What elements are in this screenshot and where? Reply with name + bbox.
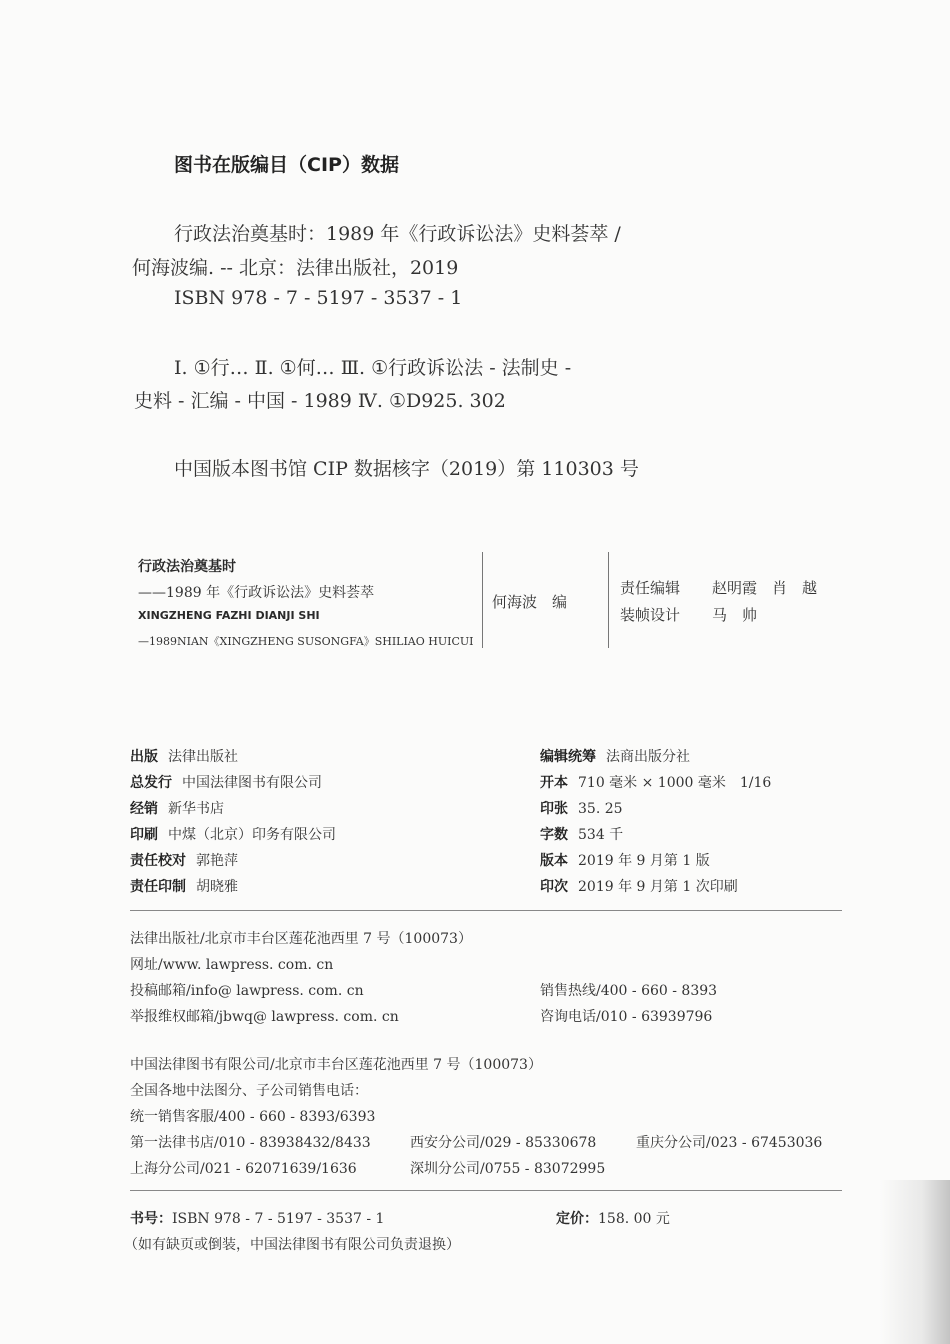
cip-record-number: 中国版本图书馆 CIP 数据核字（2019）第 110303 号 xyxy=(174,458,639,480)
info-row xyxy=(130,876,238,896)
info-row xyxy=(130,746,238,766)
isbn-value: ISBN 978 - 7 - 5197 - 3537 - 1 xyxy=(172,1211,385,1227)
info-label: 责任印制 xyxy=(130,879,186,895)
isbn-label: 书号： xyxy=(130,1211,172,1227)
publisher-address: 法律出版社/北京市丰台区莲花池西里 7 号（100073） xyxy=(130,931,472,947)
cip-subject-line-2: 史料 - 汇编 - 中国 - 1989 Ⅳ. ①D925. 302 xyxy=(134,390,506,412)
report-email: 举报维权邮箱/jbwq@ lawpress. com. cn xyxy=(130,1009,399,1025)
branch-chongqing: 重庆分公司/023 - 67453036 xyxy=(636,1135,823,1151)
info-value: 郭艳萍 xyxy=(196,853,238,869)
price-value: 158. 00 元 xyxy=(598,1211,670,1227)
info-value: 法商出版分社 xyxy=(606,749,690,765)
divider-vertical-2 xyxy=(608,552,609,648)
page-edge-shadow xyxy=(880,1180,950,1344)
info-row xyxy=(130,798,224,818)
branch-shanghai: 上海分公司/021 - 62071639/1636 xyxy=(130,1161,357,1177)
info-label: 开本 xyxy=(540,775,568,791)
editor-names: 赵明霞 肖 越 xyxy=(712,579,818,597)
info-value: 2019 年 9 月第 1 版 xyxy=(578,853,710,869)
info-row xyxy=(540,876,738,896)
cip-subject-line: Ⅰ. ①行… Ⅱ. ①何… Ⅲ. ①行政诉讼法 - 法制史 - xyxy=(174,357,572,379)
info-value: 534 千 xyxy=(578,827,624,843)
info-label: 出版 xyxy=(130,749,158,765)
info-row xyxy=(540,850,710,870)
distributor-address: 中国法律图书有限公司/北京市丰台区莲花池西里 7 号（100073） xyxy=(130,1057,542,1073)
author-credit: 何海波 编 xyxy=(492,593,568,611)
divider-2 xyxy=(130,1190,842,1191)
book-subtitle-pinyin: —1989NIAN《XINGZHENG SUSONGFA》SHILIAO HUICUI xyxy=(138,635,474,648)
info-row xyxy=(130,824,336,844)
info-value: 新华书店 xyxy=(168,801,224,817)
divider-vertical-1 xyxy=(482,552,483,648)
return-notice: （如有缺页或倒装，中国法律图书有限公司负责退换） xyxy=(124,1237,460,1253)
info-label: 总发行 xyxy=(130,775,172,791)
cip-author-line: 何海波编. -- 北京：法律出版社，2019 xyxy=(132,257,459,279)
info-label: 印刷 xyxy=(130,827,158,843)
info-value: 法律出版社 xyxy=(168,749,238,765)
info-row xyxy=(540,772,771,792)
info-row xyxy=(540,746,690,766)
info-label: 印次 xyxy=(540,879,568,895)
publisher-website: 网址/www. lawpress. com. cn xyxy=(130,957,334,973)
branch-first-bookstore: 第一法律书店/010 - 83938432/8433 xyxy=(130,1135,371,1151)
cip-heading: 图书在版编目（CIP）数据 xyxy=(174,154,399,176)
cip-title-line: 行政法治奠基时：1989 年《行政诉讼法》史料荟萃 / xyxy=(174,223,621,245)
price-footer xyxy=(556,1208,670,1228)
sales-hotline: 销售热线/400 - 660 - 8393 xyxy=(540,983,718,999)
unified-sales-line: 统一销售客服/400 - 660 - 8393/6393 xyxy=(130,1109,376,1125)
submission-email: 投稿邮箱/info@ lawpress. com. cn xyxy=(130,983,364,999)
info-row xyxy=(130,772,322,792)
book-title-cn: 行政法治奠基时 xyxy=(138,559,236,575)
divider-1 xyxy=(130,910,842,911)
info-value: 胡晓雅 xyxy=(196,879,238,895)
info-label: 经销 xyxy=(130,801,158,817)
info-row xyxy=(540,824,623,844)
info-value: 2019 年 9 月第 1 次印刷 xyxy=(578,879,738,895)
book-subtitle-cn: ——1989 年《行政诉讼法》史料荟萃 xyxy=(138,585,375,601)
cip-isbn-line: ISBN 978 - 7 - 5197 - 3537 - 1 xyxy=(174,287,463,309)
branch-shenzhen: 深圳分公司/0755 - 83072995 xyxy=(410,1161,606,1177)
info-value: 中煤（北京）印务有限公司 xyxy=(168,827,336,843)
price-label: 定价： xyxy=(556,1211,598,1227)
info-row xyxy=(130,850,238,870)
branch-phones-heading: 全国各地中法图分、子公司销售电话： xyxy=(130,1083,368,1099)
info-value: 710 毫米 × 1000 毫米 1/16 xyxy=(578,775,772,791)
info-value: 中国法律图书有限公司 xyxy=(182,775,322,791)
branch-xian: 西安分公司/029 - 85330678 xyxy=(410,1135,597,1151)
info-label: 责任校对 xyxy=(130,853,186,869)
info-label: 编辑统筹 xyxy=(540,749,596,765)
info-label: 印张 xyxy=(540,801,568,817)
info-row xyxy=(540,798,623,818)
book-title-pinyin: XINGZHENG FAZHI DIANJI SHI xyxy=(138,609,320,622)
editor-label: 责任编辑 xyxy=(620,579,681,597)
designer-name: 马 帅 xyxy=(712,606,758,624)
design-label: 装帧设计 xyxy=(620,606,681,624)
info-label: 版本 xyxy=(540,853,568,869)
isbn-footer xyxy=(130,1208,384,1228)
info-value: 35. 25 xyxy=(578,801,623,817)
consult-phone: 咨询电话/010 - 63939796 xyxy=(540,1009,713,1025)
info-label: 字数 xyxy=(540,827,568,843)
